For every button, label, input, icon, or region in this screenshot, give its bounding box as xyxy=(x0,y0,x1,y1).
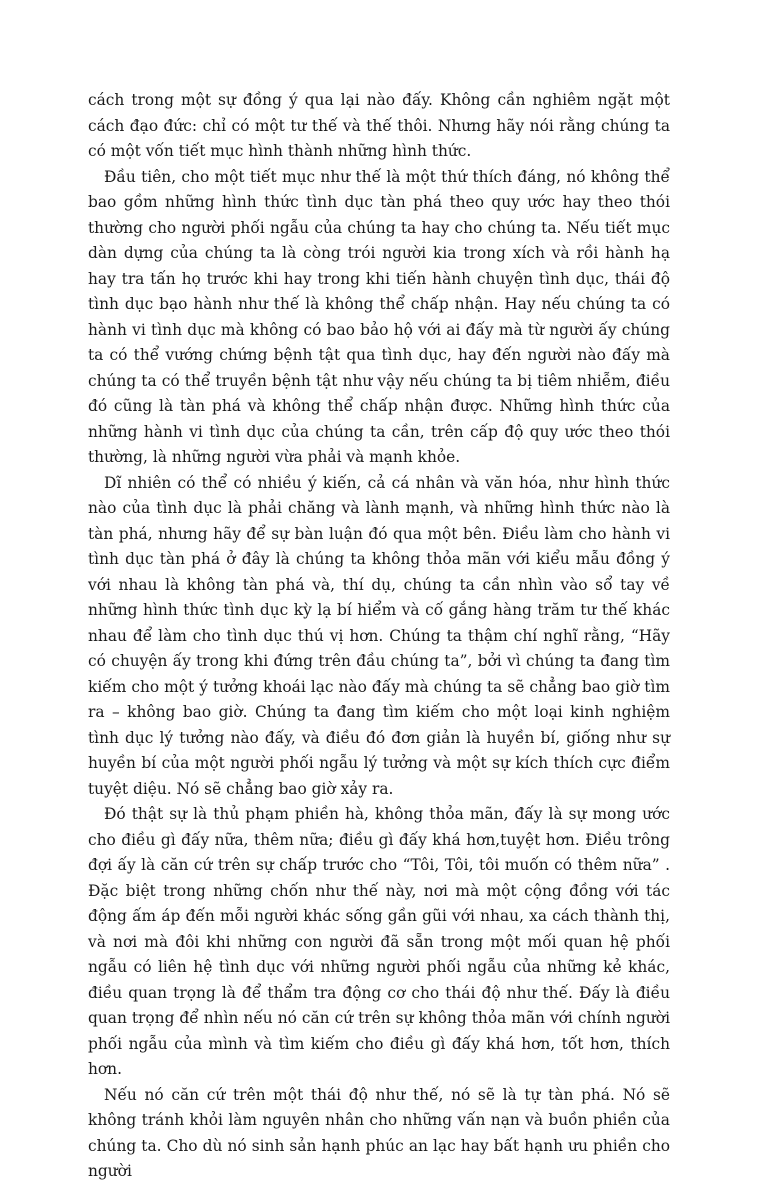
page-body xyxy=(88,88,670,1185)
paragraph-5: Nếu nó căn cứ trên một thái độ như thế, nó sẽ là tự tàn phá. Nó sẽ không tránh khỏi làm nguyên nhân cho những vấn nạn và buồn phiền của chúng ta. Cho dù nó sinh sản hạnh phúc an lạc hay bất hạnh ưu phiền cho người xyxy=(88,1085,670,1180)
paragraph-4: Đó thật sự là thủ phạm phiền hà, không thỏa mãn, đấy là sự mong ước cho điều gì đấy nữa, thêm nữa; điều gì đấy khá hơn,tuyệt hơn. Điều trông đợi ấy là căn cứ trên sự chấp trước cho “Tôi, Tôi, tôi muốn có thêm nữa” . Đặc biệt trong những chốn như thế này, nơi mà một cộng đồng với tác động ấm áp đến mỗi người khác sống gần gũi với nhau, xa cách thành thị, và nơi mà đôi khi những con người đã sẵn trong một mối quan hệ phối ngẫu có liên hệ tình dục với những người phối ngẫu của những kẻ khác, điều quan trọng là để thẩm tra động cơ cho thái độ như thế. Đấy là điều quan trọng để nhìn nếu nó căn cứ trên sự không thỏa mãn với chính người phối ngẫu của mình và tìm kiếm cho điều gì đấy khá hơn, tốt hơn, thích hơn. xyxy=(88,805,670,1078)
paragraph-2: Đầu tiên, cho một tiết mục như thế là một thứ thích đáng, nó không thể bao gồm những hình thức tình dục tàn phá theo quy ước hay theo thói thường cho người phối ngẫu của chúng ta hay cho chúng ta. Nếu tiết mục dàn dựng của chúng ta là còng trói người kia trong xích và rồi hành hạ hay tra tấn họ trước khi hay trong khi tiến hành chuyện tình dục, thái độ tình dục bạo hành như thế là không thể chấp nhận. Hay nếu chúng ta có hành vi tình dục mà không có bao bảo hộ với ai đấy mà từ người ấy chúng ta có thể vướng chứng bệnh tật qua tình dục, hay đến người nào đấy mà chúng ta có thể truyền bệnh tật như vậy nếu chúng ta bị tiêm nhiễm, điều đó cũng là tàn phá và không thể chấp nhận được. Những hình thức của những hành vi tình dục của chúng ta cần, trên cấp độ quy ước theo thói thường, là những người vừa phải và mạnh khỏe. xyxy=(88,167,670,466)
paragraph-3: Dĩ nhiên có thể có nhiều ý kiến, cả cá nhân và văn hóa, như hình thức nào của tình dục là phải chăng và lành mạnh, và những hình thức nào là tàn phá, nhưng hãy để sự bàn luận đó qua một bên. Điều làm cho hành vi tình dục tàn phá ở đây là chúng ta không thỏa mãn với kiểu mẫu đồng ý với nhau là không tàn phá và, thí dụ, chúng ta cần nhìn vào sổ tay về những hình thức tình dục kỳ lạ bí hiểm và cố gắng hàng trăm tư thế khác nhau để làm cho tình dục thú vị hơn. Chúng ta thậm chí nghĩ rằng, “Hãy có chuyện ấy trong khi đứng trên đầu chúng ta”, bởi vì chúng ta đang tìm kiếm cho một ý tưởng khoái lạc nào đấy mà chúng ta sẽ chẳng bao giờ tìm ra – không bao giờ. Chúng ta đang tìm kiếm cho một loại kinh nghiệm tình dục lý tưởng nào đấy, và điều đó đơn giản là huyền bí, giống như sự huyền bí của một người phối ngẫu lý tưởng và một sự kích thích cực điểm tuyệt diệu. Nó sẽ chẳng bao giờ xảy ra. xyxy=(88,473,670,798)
paragraph-1: cách trong một sự đồng ý qua lại nào đấy. Không cần nghiêm ngặt một cách đạo đức: chỉ có một tư thế và thế thôi. Nhưng hãy nói rằng chúng ta có một vốn tiết mục hình thành những hình thức. xyxy=(88,91,670,160)
